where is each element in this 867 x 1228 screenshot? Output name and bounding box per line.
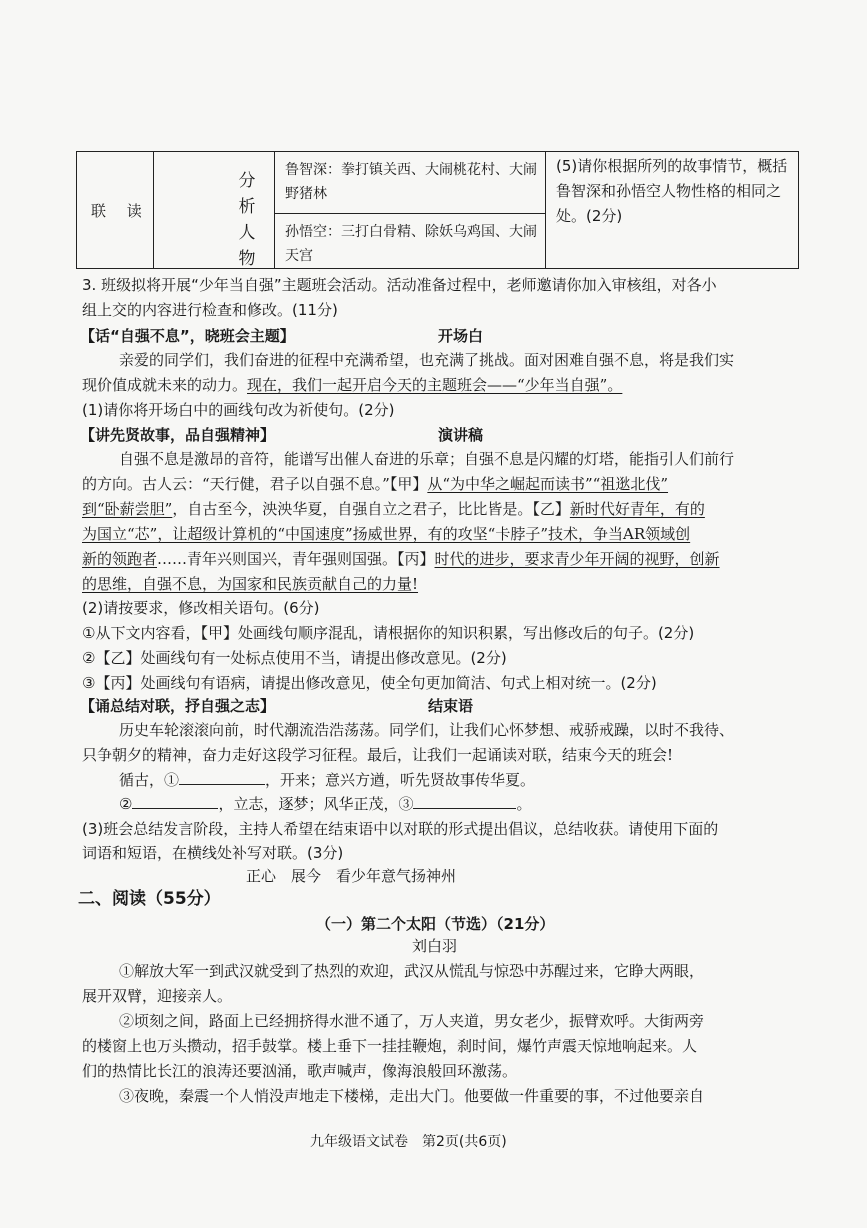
- analysis-table: [76, 151, 799, 269]
- question-5-cell: (5)请你根据所列的故事情节，概括鲁智深和孙悟空人物性格的相同之处。(2分): [556, 157, 788, 225]
- sun-wukong-cell: 孙悟空：三打白骨精、除妖乌鸡国、大闹天宫: [285, 224, 537, 264]
- blank-3[interactable]: [413, 794, 516, 809]
- category-label: 分析人物: [238, 171, 256, 269]
- section-opening-heading: 开场白: [438, 327, 484, 345]
- question-1: (1)请你将开场白中的画线句改为祈使句。(2分): [82, 401, 395, 419]
- reading-p2-line3: 们的热情比长江的浪涛还要汹涌，歌声喊声，像海浪般回环激荡。: [82, 1062, 518, 1080]
- page-footer: 九年级语文试卷 第2页(共6页): [310, 1134, 507, 1150]
- opening-paragraph-line2: [82, 374, 622, 396]
- blank-2[interactable]: [132, 794, 218, 809]
- speech-line3: [82, 498, 705, 520]
- question-2-2: ②【乙】处画线句有一处标点使用不当，请提出修改意见。(2分): [82, 649, 507, 667]
- reading-section-title: 二、阅读（55分）: [78, 889, 221, 909]
- speech-text: 的方向。古人云：“天行健，君子以自强不息。”【甲】: [82, 475, 428, 493]
- section-speech-title: 【讲先贤故事，品自强精神】: [80, 426, 276, 444]
- reading-passage-title: （一）第二个太阳（节选）（21分）: [316, 915, 555, 933]
- couplet-word-bank: 正心 展今 看少年意气扬神州: [246, 867, 457, 885]
- speech-yi-sentence-end: 新的领跑者: [82, 550, 158, 568]
- speech-yi-sentence-cont: 为国立“芯”，让超级计算机的“中国速度”扬威世界，有的攻坚“卡脖子”技术，争当AR领域创: [82, 525, 691, 543]
- speech-bing-sentence-end: 的思维，自强不息，为国家和民族贡献自己的力量!: [82, 575, 419, 593]
- reading-p2-line2: 的楼窗上也万头攒动，招手鼓掌。楼上垂下一挂挂鞭炮，刹时间，爆竹声震天惊地响起来。人: [82, 1037, 698, 1055]
- section-speech-heading: 演讲稿: [438, 426, 484, 444]
- lu-zhishen-cell: 鲁智深：拳打镇关西、大闹桃花村、大闹野猪林: [275, 152, 545, 214]
- reading-p1-line2: 展开双臂，迎接亲人。: [82, 987, 233, 1005]
- opening-text: 现价值成就未来的动力。: [82, 376, 248, 394]
- couplet-text: ，开来；意兴方遒，听先贤故事传华夏。: [265, 771, 536, 789]
- q3-intro-line1: 3. 班级拟将开展“少年当自强”主题班会活动。活动准备过程中，老师邀请你加入审核组，对各小: [82, 276, 717, 294]
- reading-author: 刘白羽: [412, 937, 458, 955]
- speech-yi-sentence: 新时代好青年，有的: [569, 500, 705, 518]
- table-row-label-cell: [77, 152, 154, 268]
- speech-jia-sentence: 从“为中华之崛起而读书”“祖逖北伐”: [427, 475, 669, 493]
- speech-line2: [82, 473, 668, 495]
- couplet-line1: [119, 769, 535, 791]
- section-closing-heading: 结束语: [428, 697, 474, 715]
- couplet-line2: [119, 793, 531, 815]
- table-category-cell: [154, 152, 275, 268]
- reading-p3-line1: ③夜晚，秦震一个人悄没声地走下楼梯，走出大门。他要做一件重要的事，不过他要亲自: [119, 1087, 705, 1105]
- question-2-3: ③【丙】处画线句有语病，请提出修改意见，使全句更加简洁、句式上相对统一。(2分): [82, 674, 657, 692]
- speech-line1: 自强不息是激昂的音符，能谱写出催人奋进的乐章；自强不息是闪耀的灯塔，能指引人们前行: [119, 450, 735, 468]
- speech-line5: [82, 548, 720, 570]
- couplet-text: ②: [119, 795, 133, 813]
- question-3-line2: 词语和短语，在横线处补写对联。(3分): [82, 844, 344, 862]
- reading-p1-line1: ①解放大军一到武汉就受到了热烈的欢迎，武汉从慌乱与惊恐中苏醒过来，它睁大两眼，: [119, 962, 705, 980]
- reading-p2-line1: ②顷刻之间，路面上已经拥挤得水泄不通了，万人夹道，男女老少，振臂欢呼。大街两旁: [119, 1012, 705, 1030]
- closing-line2: 只争朝夕的精神，奋力走好这段学习征程。最后，让我们一起诵读对联，结束今天的班会!: [82, 746, 674, 764]
- couplet-text: 。: [516, 795, 532, 813]
- opening-paragraph-line1: 亲爱的同学们，我们奋进的征程中充满希望，也充满了挑战。面对困难自强不息，将是我们实: [119, 351, 735, 369]
- opening-underlined-sentence: 现在，我们一起开启今天的主题班会——“少年当自强”。: [247, 376, 623, 394]
- speech-bing-sentence: 时代的进步，要求青少年开阔的视野，创新: [434, 550, 720, 568]
- couplet-text: ，立志，逐梦；风华正茂，③: [218, 795, 414, 813]
- speech-line4: [82, 523, 690, 545]
- question-2-1: ①从下文内容看，【甲】处画线句顺序混乱，请根据你的知识积累，写出修改后的句子。(2分): [82, 624, 695, 642]
- speech-text: ，自古至今，泱泱华夏，自强自立之君子，比比皆是。【乙】: [172, 500, 570, 518]
- row-label: 联 读: [91, 202, 150, 220]
- speech-line6: [82, 573, 418, 595]
- question-2: (2)请按要求，修改相关语句。(6分): [82, 599, 320, 617]
- closing-line1: 历史车轮滚滚向前，时代潮流浩浩荡荡。同学们，让我们心怀梦想、戒骄戒躁，以时不我待、: [119, 721, 735, 739]
- q3-intro-line2: 组上交的内容进行检查和修改。(11分): [82, 301, 338, 319]
- couplet-text: 循古，①: [119, 771, 180, 789]
- table-characters-cell: [275, 152, 546, 268]
- speech-jia-sentence-end: 到“卧薪尝胆”: [82, 500, 173, 518]
- blank-1[interactable]: [179, 770, 265, 785]
- question-3-line1: (3)班会总结发言阶段，主持人希望在结束语中以对联的形式提出倡议，总结收获。请使用下面的: [82, 820, 719, 838]
- speech-text: ……青年兴则国兴，青年强则国强。【丙】: [157, 550, 435, 568]
- section-opening-title: 【话“自强不息”，晓班会主题】: [80, 327, 295, 345]
- section-closing-title: 【诵总结对联，抒自强之志】: [80, 697, 276, 715]
